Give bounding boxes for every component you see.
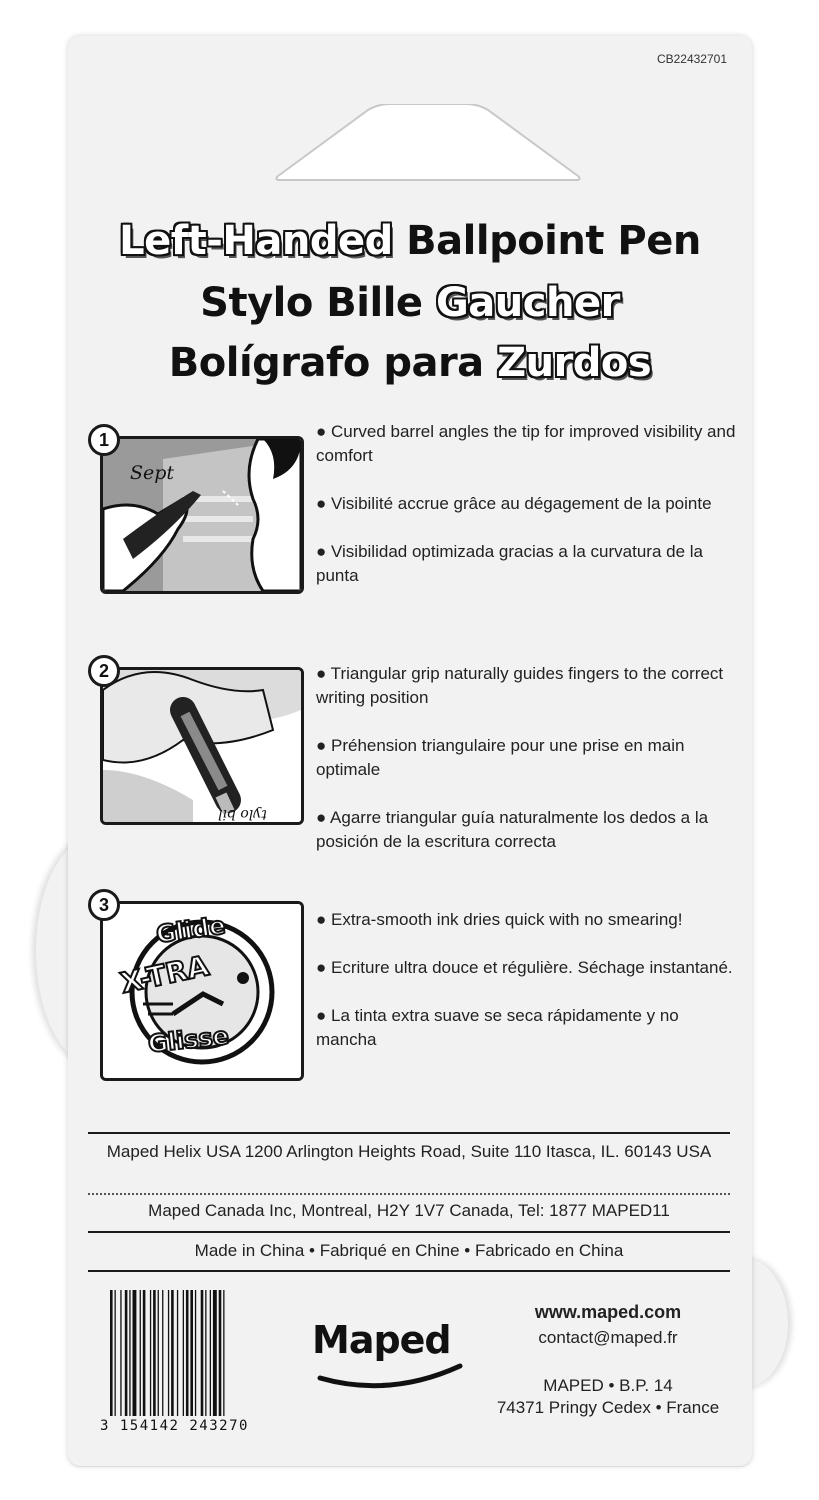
- bullet-text: ● Triangular grip naturally guides fingers to the correct writing position: [316, 664, 724, 707]
- step-3-text: [316, 908, 741, 1076]
- title-text: Bolígrafo para: [168, 340, 498, 386]
- barcode-bar: [143, 1290, 146, 1416]
- bullet-text: ● Agarre triangular guía naturalmente los dedos a la posición de la escritura correcta: [316, 808, 709, 851]
- barcode-bar: [140, 1290, 141, 1416]
- barcode-bar: [219, 1290, 222, 1416]
- step-2-text: [316, 662, 741, 878]
- title-english: [80, 218, 740, 264]
- divider: [88, 1270, 730, 1272]
- email-link[interactable]: contact@maped.fr: [538, 1328, 678, 1347]
- badge-glisse-text: Glisse: [146, 1021, 231, 1059]
- bullet-text: ● Visibilité accrue grâce au dégagement de la pointe: [316, 494, 712, 513]
- step-2-image-text: tylo bil: [218, 806, 267, 822]
- barcode-bar: [115, 1290, 116, 1416]
- divider: [88, 1231, 730, 1233]
- barcode: [110, 1290, 280, 1420]
- barcode-bar: [186, 1290, 189, 1416]
- title-spanish: [80, 340, 740, 386]
- website-link[interactable]: www.maped.com: [534, 1302, 682, 1322]
- title-french: [80, 280, 740, 326]
- step-2-illustration: [100, 667, 304, 825]
- maped-logo: Maped: [312, 1318, 451, 1362]
- bullet-text: ● Visibilidad optimizada gracias a la curvatura de la punta: [316, 542, 703, 585]
- barcode-bar: [213, 1290, 217, 1416]
- barcode-bar: [110, 1290, 113, 1416]
- barcode-bar: [210, 1290, 211, 1416]
- title-highlight: Left-Handed: [119, 218, 393, 264]
- badge-xtra-text: X-TRA: [117, 949, 212, 1000]
- barcode-bar: [177, 1290, 178, 1416]
- step-1-image-text: Sept: [130, 462, 175, 484]
- bullet-text: ● La tinta extra suave se seca rápidamente y no mancha: [316, 1006, 679, 1049]
- barcode-bar: [133, 1290, 137, 1416]
- hang-hole: [268, 104, 588, 182]
- postal-address-line2: 74371 Pringy Cedex • France: [496, 1398, 720, 1417]
- barcode-bar: [195, 1290, 196, 1416]
- barcode-bar: [190, 1290, 193, 1416]
- barcode-bar: [129, 1290, 130, 1416]
- step-1-illustration: [100, 436, 304, 594]
- divider-dotted: [88, 1193, 730, 1195]
- barcode-bar: [223, 1290, 224, 1416]
- address-canada: Maped Canada Inc, Montreal, H2Y 1V7 Canada, Tel: 1877 MAPED11: [148, 1201, 670, 1220]
- logo-swoosh-icon: [310, 1322, 470, 1392]
- barcode-bar: [150, 1290, 151, 1416]
- barcode-bar: [171, 1290, 174, 1416]
- made-in-label: Made in China • Fabriqué en Chine • Fabricado en China: [194, 1241, 624, 1260]
- step-1-text: [316, 420, 741, 612]
- barcode-bar: [201, 1290, 204, 1416]
- step-3-number: 3: [88, 889, 120, 921]
- barcode-bar: [158, 1290, 159, 1416]
- address-usa: Maped Helix USA 1200 Arlington Heights Road, Suite 110 Itasca, IL. 60143 USA: [106, 1142, 712, 1161]
- barcode-bar: [168, 1290, 169, 1416]
- divider: [88, 1132, 730, 1134]
- bullet-text: ● Curved barrel angles the tip for improved visibility and comfort: [316, 422, 736, 465]
- barcode-bar: [205, 1290, 206, 1416]
- bullet-text: ● Extra-smooth ink dries quick with no smearing!: [316, 910, 683, 929]
- grip-illustration: [103, 670, 301, 822]
- sku-code: CB22432701: [656, 52, 727, 66]
- postal-address-line1: MAPED • B.P. 14: [543, 1376, 673, 1395]
- title-highlight: Zurdos: [497, 340, 652, 386]
- barcode-bar: [125, 1290, 128, 1416]
- title-highlight: Gaucher: [435, 280, 620, 326]
- badge-glide-text: Glide: [154, 911, 228, 949]
- barcode-bar: [162, 1290, 163, 1416]
- title-text: Ballpoint Pen: [392, 218, 701, 264]
- barcode-number: 3 154142 243270: [100, 1418, 249, 1434]
- title-text: Stylo Bille: [200, 280, 436, 326]
- step-1-number: 1: [88, 424, 120, 456]
- barcode-bar: [153, 1290, 156, 1416]
- step-2-number: 2: [88, 655, 120, 687]
- bullet-text: ● Préhension triangulaire pour une prise en main optimale: [316, 736, 685, 779]
- barcode-bar: [183, 1290, 184, 1416]
- bullet-text: ● Ecriture ultra douce et régulière. Séchage instantané.: [316, 958, 733, 977]
- barcode-bar: [120, 1290, 121, 1416]
